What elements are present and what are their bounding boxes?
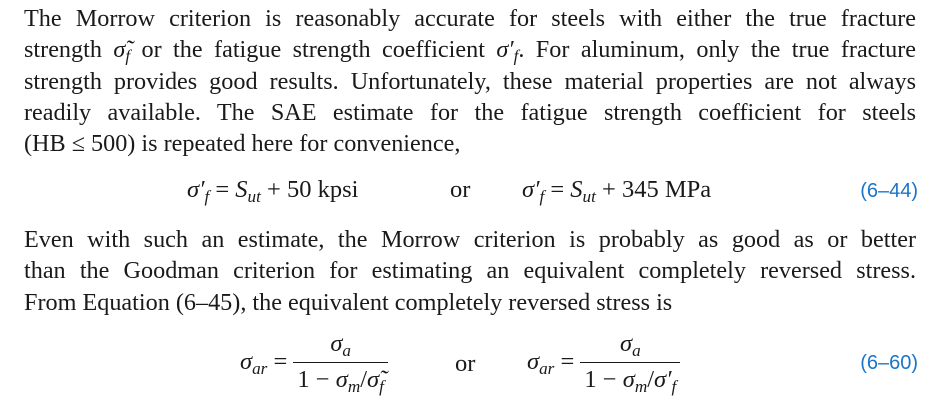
equation-sae-estimate-kpsi: $\sigma'_f = S_{ut} + 50$ kpsi	[187, 176, 359, 206]
equation-or: or	[450, 176, 471, 203]
fraction: $\frac{\sigma_a}{1 - \sigma_m/\sigmã_f}$	[293, 330, 387, 394]
text-line: Even with such an estimate, the Morrow criterion is probably as good as or better	[24, 226, 916, 253]
fraction: $\frac{\sigma_a}{1 - \sigma_m/\sigma'_f}$	[580, 330, 680, 394]
equation-sae-estimate-mpa: $\sigma'_f = S_{ut} + 345$ MPa	[522, 176, 712, 206]
text-line: strength provides good results. Unfortunately, these material properties are not always	[24, 67, 916, 95]
text-line	[24, 34, 916, 65]
equation-or: or	[455, 350, 476, 377]
text-line: From Equation (6–45), the equivalent completely reversed stress is	[24, 288, 673, 316]
text-line: readily available. The SAE estimate for the fatigue strength coefficient for steels	[24, 98, 916, 126]
text-fragment: . For aluminum, only the true fracture	[518, 36, 917, 64]
equation-number: (6–44)	[860, 180, 918, 202]
paragraph-morrow-criterion	[24, 3, 916, 159]
paragraph-equivalent-stress	[24, 224, 916, 318]
symbol-fatigue-strength-coefficient: $\sigma'_f$	[496, 36, 519, 67]
text-fragment: strength	[24, 36, 102, 64]
equation-number: (6–60)	[860, 352, 918, 374]
equation-morrow-true-fracture: $\sigma_{ar}$ = $\frac{\sigma_a}{1 - \sigma_m/\sigmã_f}$	[240, 330, 388, 394]
equation-rhs: + 50 kpsi	[267, 176, 359, 203]
text-fragment: or the fatigue strength coefficient	[141, 36, 485, 64]
text-line: than the Goodman criterion for estimating an equivalent completely reversed stress.	[24, 257, 916, 285]
text-line: The Morrow criterion is reasonably accurate for steels with either the true fracture	[24, 5, 916, 32]
symbol-true-fracture-strength: $\sigmã_f$	[113, 36, 131, 67]
equation-rhs: + 345 MPa	[602, 176, 712, 203]
text-line: (HB ≤ 500) is repeated here for convenience,	[24, 130, 461, 158]
equation-morrow-fatigue-coefficient: $\sigma_{ar}$ = $\frac{\sigma_a}{1 - \sigma_m/\sigma'_f}$	[527, 330, 680, 394]
